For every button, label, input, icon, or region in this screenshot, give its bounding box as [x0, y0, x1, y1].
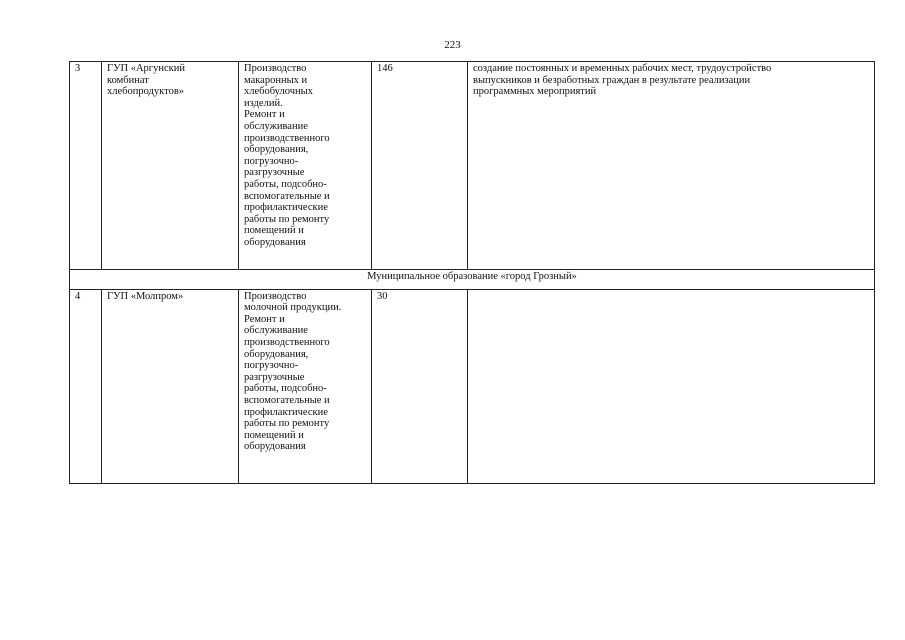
activity-line: работы, подсобно-	[244, 383, 327, 395]
activity-line: молочной продукции.	[244, 302, 342, 314]
activity-cell	[239, 62, 372, 270]
activity-line: оборудования	[244, 441, 306, 453]
result-line: программных мероприятий	[473, 86, 597, 98]
activity-line: работы по ремонту	[244, 213, 330, 225]
row-number: 4	[75, 290, 81, 302]
activity-line: разгрузочные	[244, 371, 305, 383]
activity-line: разгрузочные	[244, 167, 305, 179]
count-value: 146	[377, 63, 393, 74]
section-heading-row	[70, 270, 875, 290]
count-value: 30	[377, 290, 388, 302]
activity-line: профилактические	[244, 406, 328, 418]
activity-line: оборудования,	[244, 144, 309, 156]
row-number-cell	[70, 62, 102, 270]
activity-line: профилактические	[244, 202, 328, 214]
activity-line: Ремонт и	[244, 313, 285, 325]
page-number: 223	[444, 39, 461, 51]
result-line: выпускников и безработных граждан в результате реализации	[473, 74, 751, 86]
count-cell	[372, 62, 468, 270]
section-heading: Муниципальное образование «город Грозный»	[70, 270, 875, 290]
activity-line: макаронных и	[244, 74, 308, 86]
activity-line: Производство	[244, 290, 307, 302]
activity-line: помещений и	[244, 429, 304, 441]
row-number-cell	[70, 289, 102, 483]
activity-cell	[239, 289, 372, 483]
row-number: 3	[75, 63, 81, 74]
organization-cell	[102, 62, 239, 270]
result-cell	[468, 62, 875, 270]
activity-line: изделий.	[244, 97, 283, 109]
organization-line: хлебопродуктов»	[107, 86, 185, 98]
count-cell	[372, 289, 468, 483]
table-row	[70, 289, 875, 483]
activity-line: помещений и	[244, 225, 304, 237]
activity-line: производственного	[244, 132, 330, 144]
activity-line: оборудования	[244, 236, 306, 248]
activity-line: обслуживание	[244, 325, 308, 337]
activity-line: погрузочно-	[244, 155, 299, 167]
result-line: создание постоянных и временных рабочих мест, трудоустройство	[473, 63, 772, 74]
document-table	[69, 61, 875, 484]
organization-cell	[102, 289, 239, 483]
activity-line: обслуживание	[244, 120, 308, 132]
activity-line: вспомогательные и	[244, 394, 330, 406]
activity-line: Производство	[244, 63, 307, 74]
activity-line: оборудования,	[244, 348, 309, 360]
table-row	[70, 62, 875, 270]
activity-line: производственного	[244, 336, 330, 348]
result-cell	[468, 289, 875, 483]
activity-line: погрузочно-	[244, 360, 299, 372]
organization-line: ГУП «Молпром»	[107, 290, 184, 302]
activity-line: работы, подсобно-	[244, 178, 327, 190]
organization-line: ГУП «Аргунский	[107, 63, 185, 74]
organization-line: комбинат	[107, 74, 149, 86]
activity-line: хлебобулочных	[244, 86, 313, 98]
activity-line: работы по ремонту	[244, 418, 330, 430]
activity-line: вспомогательные и	[244, 190, 330, 202]
activity-line: Ремонт и	[244, 109, 285, 121]
